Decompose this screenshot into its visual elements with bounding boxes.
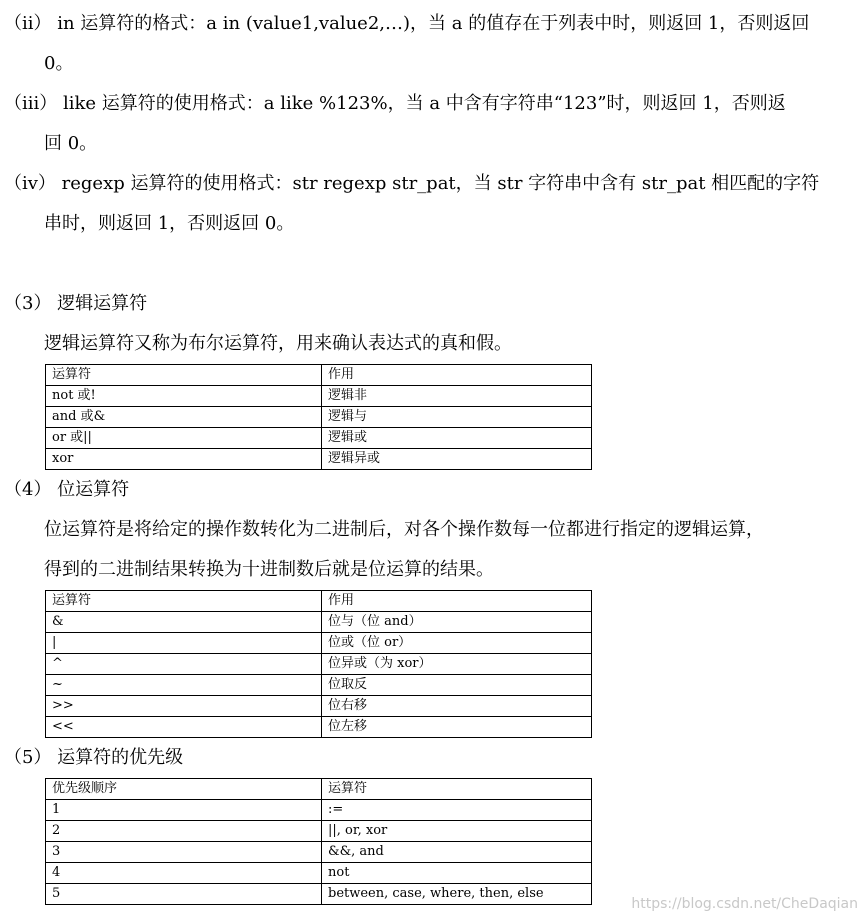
bitwise-operators-table xyxy=(45,590,592,738)
table-cell: << xyxy=(46,717,322,738)
precedence-table xyxy=(45,778,592,905)
table-cell: not 或! xyxy=(46,386,322,407)
section4-description-line2: 得到的二进制结果转换为十进制数后就是位运算的结果。 xyxy=(44,559,494,580)
item-ii-line1: （ii） in 运算符的格式：a in (value1,value2,…)，当 a 的值存在于列表中时，则返回 1，否则返回 xyxy=(4,13,810,34)
table-cell: ~ xyxy=(46,675,322,696)
table-row xyxy=(46,842,592,863)
table-cell: & xyxy=(46,612,322,633)
table-header-row xyxy=(46,591,592,612)
table-header-cell: 作用 xyxy=(322,365,592,386)
table-cell: 位与（位 and） xyxy=(322,612,592,633)
table-row xyxy=(46,386,592,407)
section5-heading: （5） 运算符的优先级 xyxy=(4,747,184,768)
table-row xyxy=(46,407,592,428)
table-header-cell: 运算符 xyxy=(46,365,322,386)
table-cell: 位左移 xyxy=(322,717,592,738)
section3-heading: （3） 逻辑运算符 xyxy=(4,293,148,314)
table-header-row xyxy=(46,365,592,386)
table-cell: or 或|| xyxy=(46,428,322,449)
table-cell: 5 xyxy=(46,884,322,905)
table-cell: ^ xyxy=(46,654,322,675)
table-cell: 位右移 xyxy=(322,696,592,717)
item-iii-line2: 回 0。 xyxy=(44,133,98,154)
table-cell: 3 xyxy=(46,842,322,863)
item-ii-line2: 0。 xyxy=(44,53,74,74)
item-iii-line1: （iii） like 运算符的使用格式：a like %123%，当 a 中含有字符串“123”时，则返回 1，否则返 xyxy=(4,93,786,114)
table-cell: ||, or, xor xyxy=(322,821,592,842)
table-cell: 逻辑或 xyxy=(322,428,592,449)
table-cell: between, case, where, then, else xyxy=(322,884,592,905)
item-iv-line2: 串时，则返回 1，否则返回 0。 xyxy=(44,213,295,234)
table-row xyxy=(46,717,592,738)
table-cell: not xyxy=(322,863,592,884)
table-cell: 4 xyxy=(46,863,322,884)
table-header-cell: 运算符 xyxy=(322,779,592,800)
table-cell: 位或（位 or） xyxy=(322,633,592,654)
table-header-cell: 优先级顺序 xyxy=(46,779,322,800)
table-row xyxy=(46,428,592,449)
table-cell: | xyxy=(46,633,322,654)
section4-heading: （4） 位运算符 xyxy=(4,479,130,500)
table-row xyxy=(46,821,592,842)
watermark: https://blog.csdn.net/CheDaqian xyxy=(631,896,858,912)
item-iv-line1: （iv） regexp 运算符的使用格式：str regexp str_pat，当 str 字符串中含有 str_pat 相匹配的字符 xyxy=(4,173,820,194)
table-header-cell: 运算符 xyxy=(46,591,322,612)
table-row xyxy=(46,696,592,717)
table-header-row xyxy=(46,779,592,800)
table-cell: 逻辑与 xyxy=(322,407,592,428)
table-row xyxy=(46,884,592,905)
table-cell: 2 xyxy=(46,821,322,842)
table-cell: 位异或（为 xor） xyxy=(322,654,592,675)
table-cell: >> xyxy=(46,696,322,717)
table-cell: 1 xyxy=(46,800,322,821)
table-row xyxy=(46,612,592,633)
table-row xyxy=(46,654,592,675)
table-row xyxy=(46,633,592,654)
section3-description: 逻辑运算符又称为布尔运算符，用来确认表达式的真和假。 xyxy=(44,333,512,354)
table-cell: 逻辑异或 xyxy=(322,449,592,470)
table-row xyxy=(46,863,592,884)
table-cell: 位取反 xyxy=(322,675,592,696)
table-cell: and 或& xyxy=(46,407,322,428)
table-cell: 逻辑非 xyxy=(322,386,592,407)
table-row xyxy=(46,449,592,470)
table-cell: xor xyxy=(46,449,322,470)
section4-description-line1: 位运算符是将给定的操作数转化为二进制后，对各个操作数每一位都进行指定的逻辑运算， xyxy=(44,519,764,540)
table-row xyxy=(46,800,592,821)
logical-operators-table xyxy=(45,364,592,470)
table-cell: &&, and xyxy=(322,842,592,863)
table-cell: := xyxy=(322,800,592,821)
table-row xyxy=(46,675,592,696)
table-header-cell: 作用 xyxy=(322,591,592,612)
